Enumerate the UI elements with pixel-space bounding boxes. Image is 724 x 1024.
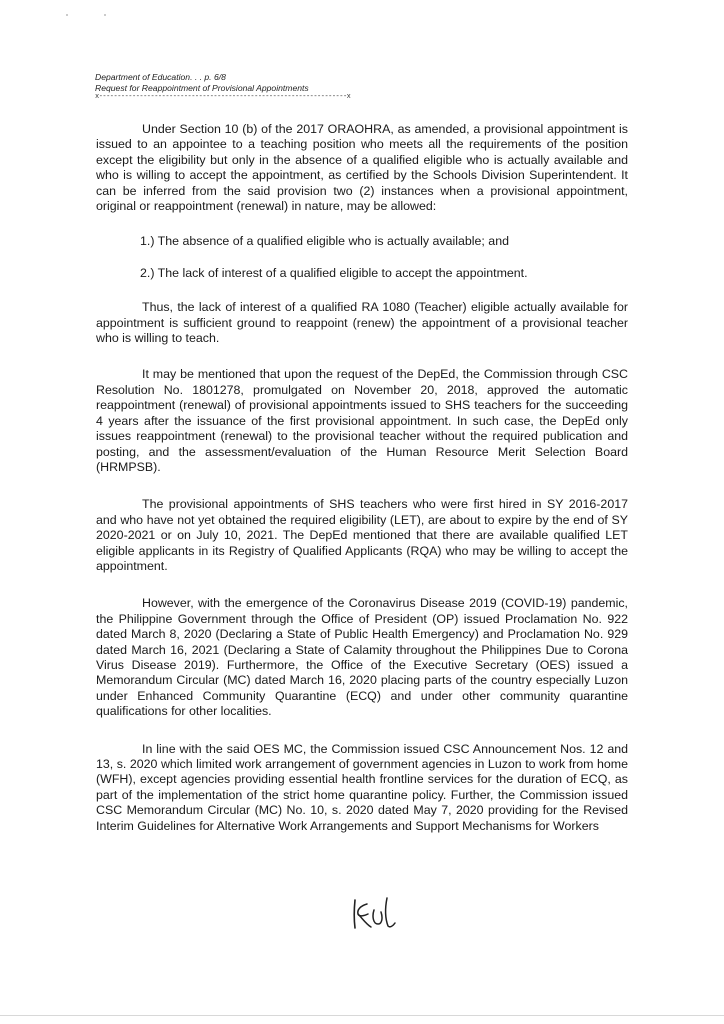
list-item: 1.) The absence of a qualified eligible who is actually available; and — [140, 234, 509, 249]
list-item: 2.) The lack of interest of a qualified eligible to accept the appointment. — [140, 265, 528, 280]
paragraph-shs-teachers: The provisional appointments of SHS teachers who were first hired in SY 2016-2017 and who have not yet obtained the required eligibility (LET), are about to expire by the end of SY 2020-2021 or on July 10, 2021. The DepEd mentioned that there are available qualified LET eligible applicants in its Registry of Qualified Applicants (RQA) who may be willing to accept the appointment. — [96, 497, 628, 573]
paragraph-csc-resolution: It may be mentioned that upon the request of the DepEd, the Commission through CSC Resolution No. 1801278, promulgated on November 20, 2018, approved the automatic reappointment (renewal) of provisional appointments issued to SHS teachers for the succeeding 4 years after the issuance of the first provisional appointment. In such case, the DepEd only issues reappointment (renewal) to the provisional teacher without the required publication and posting, and the assessment/evaluation of the Human Resource Merit Selection Board (HRMPSB). — [96, 367, 628, 474]
scan-speck — [104, 14, 106, 16]
header-rule: x-------------------------------------------------------------------x — [95, 93, 351, 101]
page-header — [95, 72, 355, 102]
header-department: Department of Education. . . p. 6/8 — [95, 72, 226, 82]
handwritten-initials — [348, 896, 398, 932]
paragraph-oes-mc: In line with the said OES MC, the Commission issued CSC Announcement Nos. 12 and 13, s. 2020 which limited work arrangement of government agencies in Luzon to work from home (WFH), except agencies providing essential health frontline services for the duration of ECQ, as part of the implementation of the strict home quarantine policy. Further, the Commission issued CSC Memorandum Circular (MC) No. 10, s. 2020 dated May 7, 2020 providing for the Revised Interim Guidelines for Alternative Work Arrangements and Support Mechanisms for Workers — [96, 741, 628, 833]
paragraph-covid-proclamations: However, with the emergence of the Coronavirus Disease 2019 (COVID-19) pandemic, the Philippine Government through the Office of President (OP) issued Proclamation No. 922 dated March 8, 2020 (Declaring a State of Public Health Emergency) and Proclamation No. 929 dated March 16, 2021 (Declaring a State of Calamity throughout the Philippines Due to Corona Virus Disease 2019). Furthermore, the Office of the Executive Secretary (OES) issued a Memorandum Circular (MC) dated March 16, 2020 placing parts of the country especially Luzon under Enhanced Community Quarantine (ECQ) and under other community quarantine qualifications for other localities. — [96, 596, 628, 719]
paragraph-section-10b: Under Section 10 (b) of the 2017 ORAOHRA, as amended, a provisional appointment is issued to an appointee to a teaching position who meets all the requirements of the position except the eligibility but only in the absence of a qualified eligible who is actually available and who is willing to accept the appointment, as certified by the Schools Division Superintendent. It can be inferred from the said provision two (2) instances when a provisional appointment, original or reappointment (renewal) in nature, may be allowed: — [96, 122, 628, 214]
scan-speck — [66, 14, 68, 16]
instances-list — [96, 234, 628, 281]
document-body — [96, 122, 628, 834]
page-bottom-edge — [0, 1015, 724, 1016]
header-subject: Request for Reappointment of Provisional Appointments — [95, 82, 309, 93]
paragraph-lack-of-interest: Thus, the lack of interest of a qualified RA 1080 (Teacher) eligible actually available for appointment is sufficient ground to reappoint (renew) the appointment of a provisional teacher who is willing to teach. — [96, 300, 628, 346]
